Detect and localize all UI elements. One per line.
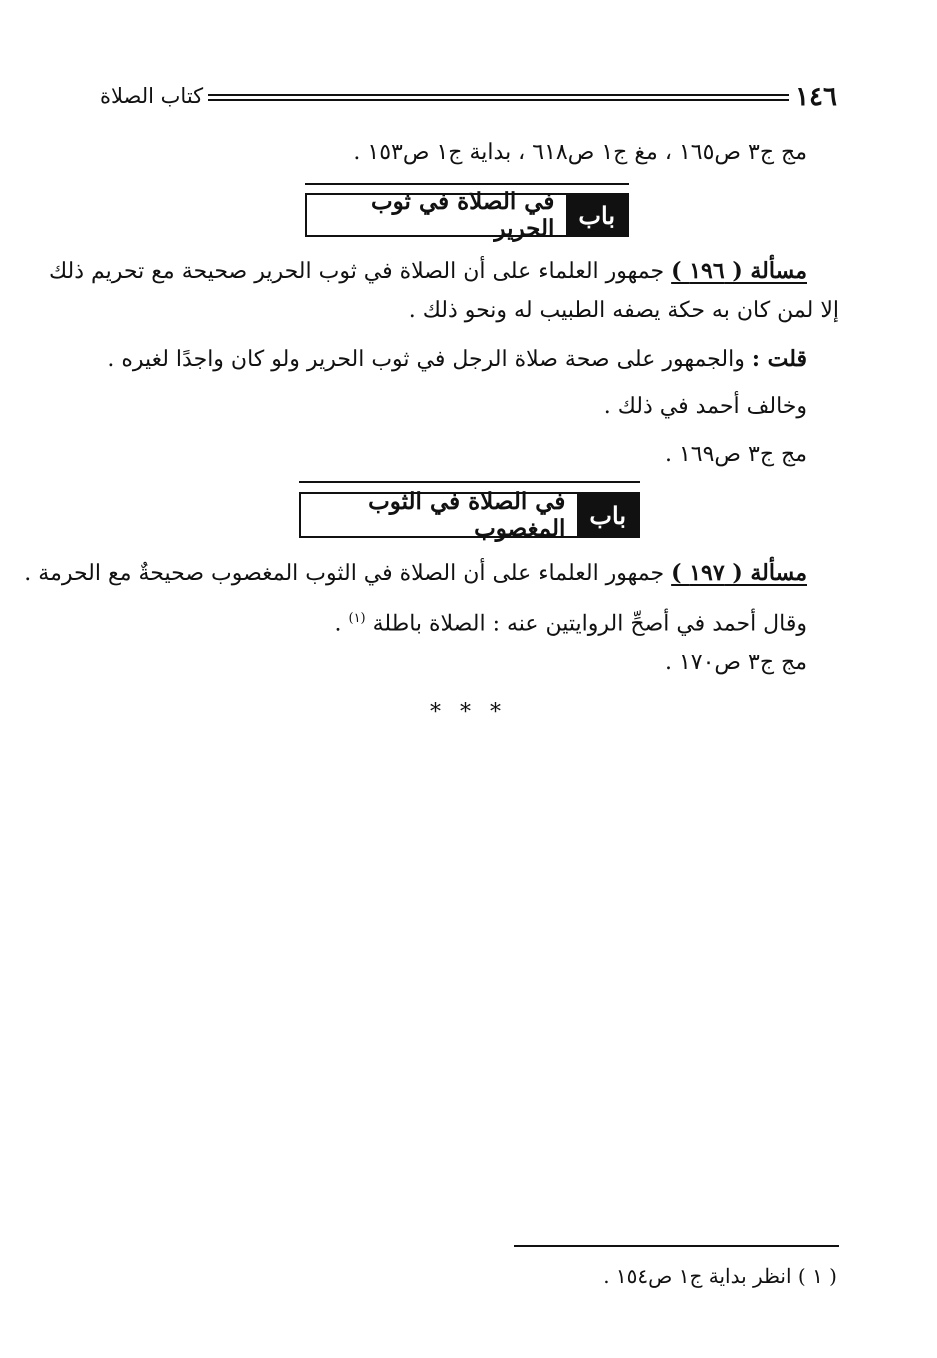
- section1-note-line1: [100, 342, 807, 377]
- section1-top-rule: [305, 183, 629, 185]
- section2-issue-label: مسألة ( ١٩٧ ): [671, 560, 807, 586]
- section2-issue-text2: وقال أحمد في أصحِّ الروايتين عنه : الصلاة باطلة: [372, 611, 807, 637]
- section1-title: في الصلاة في ثوب الحرير: [371, 188, 555, 242]
- section1-issue-line2: إلا لمن كان به حكة يصفه الطبيب له ونحو ذلك .: [408, 298, 839, 323]
- section-separator: * * *: [430, 700, 507, 725]
- section2-issue-text2-end: .: [334, 611, 342, 637]
- header-rule: [208, 94, 789, 101]
- section1-heading-box: [305, 188, 629, 242]
- page-number: ١٤٦: [795, 82, 837, 112]
- section2-issue-line1: [24, 556, 807, 591]
- section1-reference: مج ج٣ ص١٦٩ .: [664, 442, 807, 467]
- section1-issue-text1: جمهور العلماء على أن الصلاة في ثوب الحرير صحيحة مع تحريم ذلك: [48, 259, 665, 284]
- section1-note-text1: والجمهور على صحة صلاة الرجل في ثوب الحرير ولو كان واجدًا لغيره .: [107, 347, 745, 372]
- section1-note-line2: وخالف أحمد في ذلك .: [603, 394, 807, 419]
- section1-issue-label: مسألة ( ١٩٦ ): [671, 258, 807, 284]
- top-reference: مج ج٣ ص١٦٥ ، مغ ج١ ص٦١٨ ، بداية ج١ ص١٥٣ .: [353, 140, 807, 165]
- footnote: ( ١ ) انظر بداية ج١ ص١٥٤ .: [603, 1264, 837, 1288]
- section1-note-label: قلت :: [751, 346, 807, 372]
- section2-label: باب: [577, 494, 638, 536]
- section2-heading-box: [299, 488, 640, 542]
- running-title: كتاب الصلاة: [100, 84, 204, 108]
- section2-title: في الصلاة في الثوب المغصوب: [368, 488, 566, 542]
- section2-top-rule: [299, 481, 640, 483]
- section2-issue-line2: [100, 602, 807, 641]
- section2-issue-text1: جمهور العلماء على أن الصلاة في الثوب المغصوب صحيحةٌ مع الحرمة .: [24, 561, 665, 586]
- section1-label: باب: [566, 195, 627, 235]
- section1-issue-line1: [48, 254, 807, 289]
- footnote-marker: (١): [348, 611, 366, 626]
- section2-reference: مج ج٣ ص١٧٠ .: [664, 650, 807, 675]
- footnote-rule: [514, 1245, 839, 1247]
